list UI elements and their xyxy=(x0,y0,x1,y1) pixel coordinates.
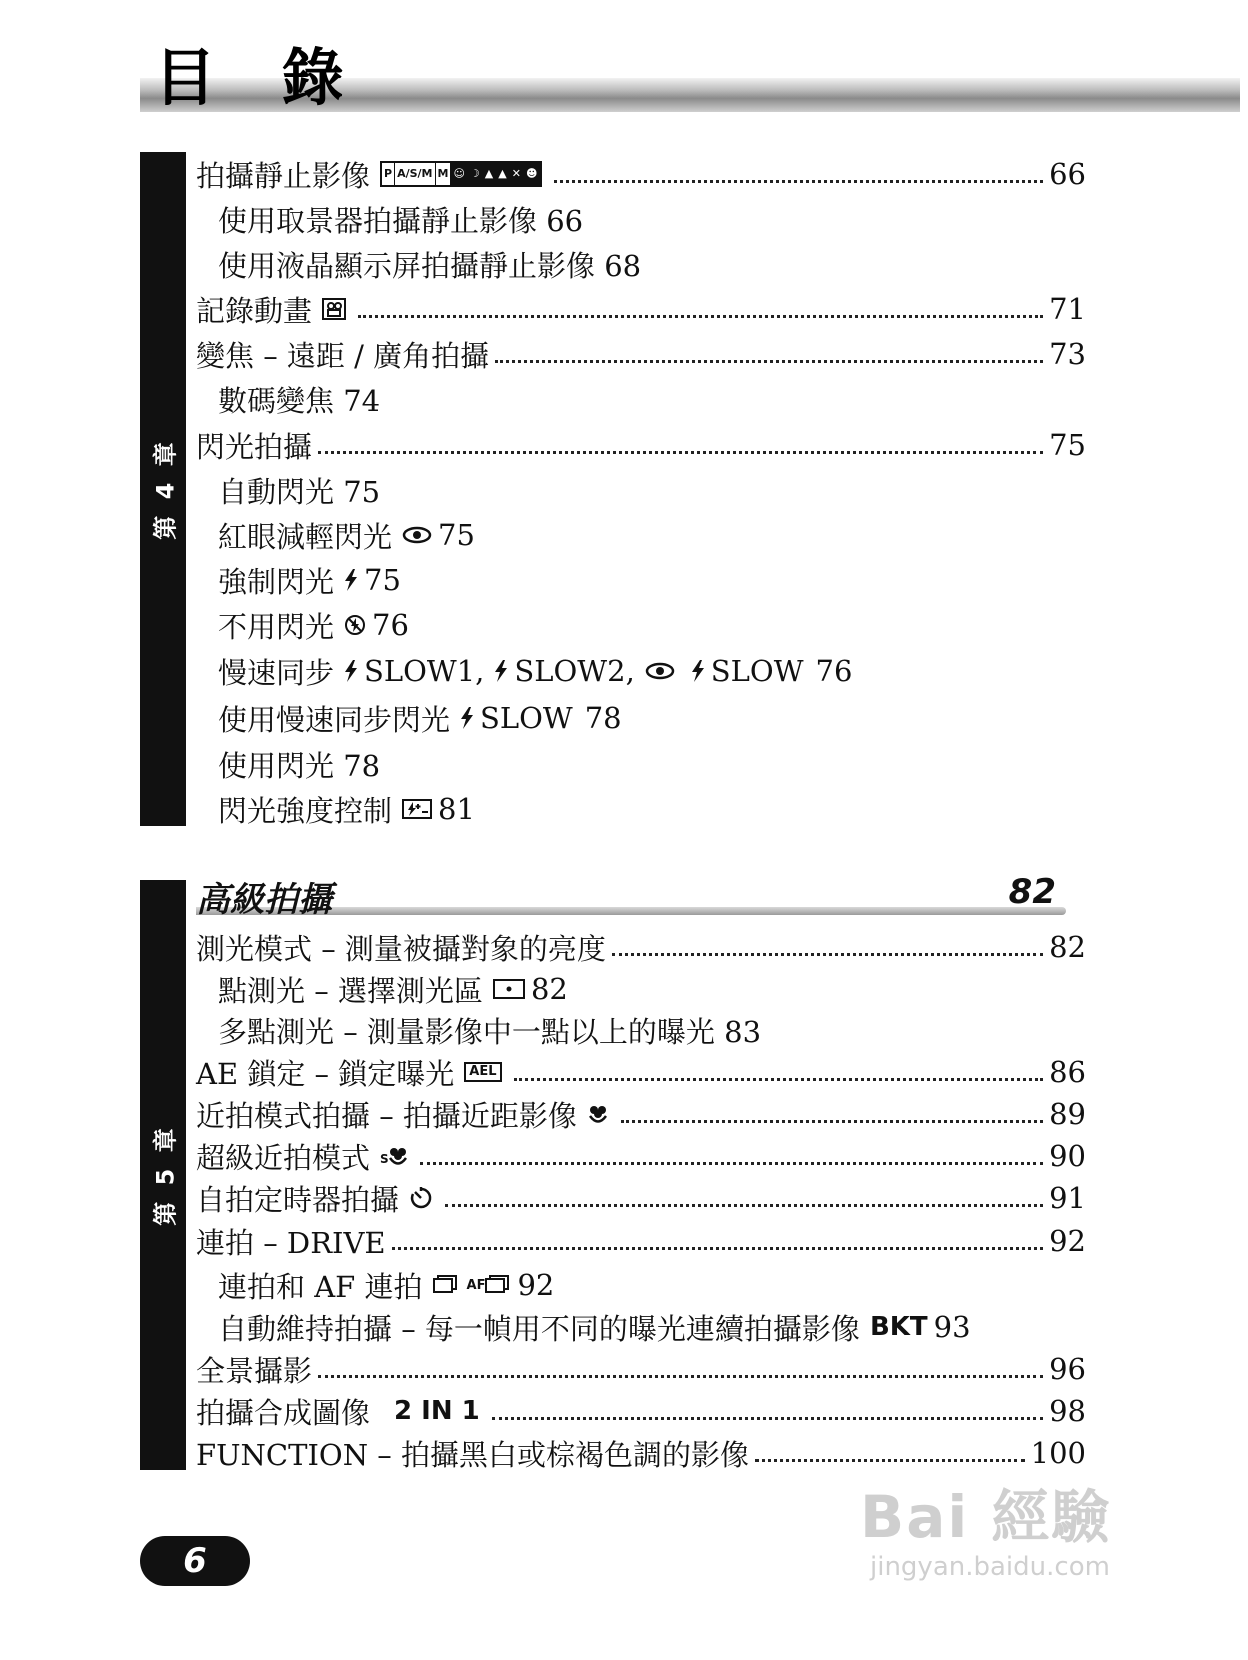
entry-title: 使用慢速同步閃光 xyxy=(218,702,451,737)
toc-entry[interactable] xyxy=(196,154,1086,194)
toc-entry[interactable] xyxy=(196,334,1086,374)
chapter-4-label: 第 4 章 xyxy=(151,438,180,540)
leader-dots xyxy=(358,314,1043,318)
page-header xyxy=(140,30,1240,125)
chapter-5-tab xyxy=(140,880,186,1470)
entry-title: 慢速同步 xyxy=(218,655,335,690)
toc-entry[interactable] xyxy=(196,1391,1086,1431)
toc-subentry[interactable] xyxy=(218,789,1086,829)
entry-page: 90 xyxy=(1049,1139,1086,1173)
entry-title: 使用取景器拍攝靜止影像 66 xyxy=(218,203,584,238)
leader-dots xyxy=(612,952,1043,956)
entry-title: 超級近拍模式 xyxy=(196,1140,371,1175)
night-mode-icon: ☽ xyxy=(468,163,483,185)
page-number-badge: 6 xyxy=(140,1536,250,1586)
flash-intensity-icon xyxy=(402,799,432,819)
flash-icon xyxy=(344,569,358,591)
toc-subentry[interactable] xyxy=(218,515,1086,555)
toc-subentry[interactable] xyxy=(218,244,1086,284)
entry-page: 76 xyxy=(815,654,853,688)
leader-dots xyxy=(318,1374,1043,1378)
spot-metering-icon xyxy=(493,979,525,999)
toc-entry[interactable] xyxy=(196,425,1086,465)
toc-entry[interactable] xyxy=(196,289,1086,329)
toc-subentry[interactable] xyxy=(218,969,1086,1009)
chapter-5-label: 第 5 章 xyxy=(151,1124,180,1226)
entry-page: 81 xyxy=(438,792,475,826)
super-macro-icon xyxy=(380,1145,408,1167)
entry-title: 閃光強度控制 xyxy=(218,793,393,828)
leader-dots xyxy=(318,450,1043,454)
chapter-4-tab xyxy=(140,152,186,826)
toc-subentry[interactable] xyxy=(218,651,1086,691)
toc-entry[interactable] xyxy=(196,1433,1086,1473)
landscape-portrait-icon: ▲ xyxy=(496,163,509,185)
macro-icon xyxy=(587,1103,609,1125)
toc-subentry[interactable] xyxy=(218,560,1086,600)
entry-title: 多點測光 – 測量影像中一點以上的曝光 83 xyxy=(218,1014,762,1049)
entry-page: 71 xyxy=(1049,292,1086,326)
sport-mode-icon: ✕ xyxy=(510,163,524,185)
entry-page: 92 xyxy=(1049,1224,1086,1258)
watermark xyxy=(840,1470,1140,1600)
entry-title: 使用閃光 78 xyxy=(218,748,381,783)
two-in-one-label: 2 IN 1 xyxy=(394,1396,480,1426)
slow2-label: SLOW2, xyxy=(514,654,635,688)
entry-title: 測光模式 – 測量被攝對象的亮度 xyxy=(196,931,606,966)
bkt-label: BKT xyxy=(869,1312,928,1342)
portrait-mode-icon: ☺ xyxy=(451,163,467,185)
toc-subentry[interactable] xyxy=(218,199,1086,239)
entry-title: 閃光拍攝 xyxy=(196,429,313,464)
entry-title: 變焦 – 遠距 / 廣角拍攝 xyxy=(196,338,490,373)
red-eye-icon xyxy=(402,526,432,544)
entry-title: FUNCTION – 拍攝黑白或棕褐色調的影像 xyxy=(196,1437,750,1472)
landscape-mode-icon: ▲ xyxy=(483,163,496,185)
entry-page: 91 xyxy=(1049,1181,1086,1215)
entry-page: 98 xyxy=(1049,1394,1086,1428)
toc-entry[interactable] xyxy=(196,1221,1086,1261)
red-eye-icon xyxy=(645,662,675,680)
leader-dots xyxy=(755,1458,1025,1462)
mode-asm-icon: A/S/M xyxy=(395,163,435,185)
leader-dots xyxy=(514,1077,1044,1081)
toc-entry[interactable] xyxy=(196,927,1086,967)
entry-page: 76 xyxy=(372,608,409,642)
entry-page: 75 xyxy=(438,518,475,552)
entry-page: 73 xyxy=(1049,337,1086,371)
entry-title: 數碼變焦 74 xyxy=(218,383,381,418)
entry-title: 點測光 – 選擇測光區 xyxy=(218,973,483,1008)
entry-title: 自拍定時器拍攝 xyxy=(196,1182,400,1217)
entry-title: 強制閃光 xyxy=(218,564,335,599)
slow-label: SLOW xyxy=(480,701,573,735)
mode-my-icon: M xyxy=(436,163,452,185)
entry-page: 89 xyxy=(1049,1097,1086,1131)
entry-title: AE 鎖定 – 鎖定曝光 xyxy=(196,1056,455,1091)
entry-page: 96 xyxy=(1049,1352,1086,1386)
toc-subentry[interactable] xyxy=(218,470,1086,510)
entry-page: 100 xyxy=(1030,1436,1086,1470)
entry-title: 連拍 – DRIVE xyxy=(196,1225,386,1260)
entry-title: 拍攝靜止影像 xyxy=(196,158,371,193)
entry-title: 近拍模式拍攝 – 拍攝近距影像 xyxy=(196,1098,577,1133)
leader-dots xyxy=(392,1246,1044,1250)
section-heading xyxy=(196,872,1066,922)
section-page: 82 xyxy=(1008,872,1056,912)
leader-dots xyxy=(420,1161,1043,1165)
mode-p-icon: P xyxy=(382,163,395,185)
toc-entry[interactable] xyxy=(196,1094,1086,1134)
leader-dots xyxy=(495,359,1043,363)
entry-page: 66 xyxy=(1049,157,1086,191)
entry-title: 不用閃光 xyxy=(218,609,335,644)
leader-dots xyxy=(554,179,1043,183)
self-timer-icon xyxy=(409,1186,433,1210)
toc-entry[interactable] xyxy=(196,1178,1086,1218)
section-title: 高級拍攝 xyxy=(196,880,332,920)
entry-title: 連拍和 AF 連拍 xyxy=(218,1269,423,1304)
slow-label: SLOW xyxy=(710,654,804,688)
movie-icon xyxy=(322,298,346,320)
sequential-shooting-icon xyxy=(433,1275,459,1295)
entry-title: 拍攝合成圖像 xyxy=(196,1395,371,1430)
watermark-url: jingyan.baidu.com xyxy=(870,1552,1110,1582)
toc-subentry[interactable] xyxy=(218,605,1086,645)
leader-dots xyxy=(621,1119,1043,1123)
toc-entry[interactable] xyxy=(196,1136,1086,1176)
toc-subentry[interactable] xyxy=(218,379,1086,419)
entry-page: 93 xyxy=(933,1310,971,1344)
flash-icon xyxy=(460,707,474,729)
toc-entry[interactable] xyxy=(196,1052,1086,1092)
flash-icon xyxy=(494,660,508,682)
flash-off-icon xyxy=(344,614,366,636)
slow1-label: SLOW1, xyxy=(364,654,485,688)
entry-title: 自動閃光 75 xyxy=(218,474,381,509)
svg-text:S: S xyxy=(380,1152,389,1166)
entry-page: 75 xyxy=(364,563,401,597)
shooting-modes-icon xyxy=(380,161,542,187)
watermark-brand: Bai 經驗 xyxy=(860,1483,1112,1551)
self-portrait-icon: ☻ xyxy=(524,163,540,185)
entry-title: 自動維持拍攝 – 每一幀用不同的曝光連續拍攝影像 xyxy=(218,1311,860,1346)
toc-subentry[interactable] xyxy=(218,1265,1086,1305)
toc-subentry[interactable] xyxy=(218,744,1086,784)
leader-dots xyxy=(492,1416,1043,1420)
af-sequential-icon: AF xyxy=(467,1275,512,1295)
entry-page: 78 xyxy=(584,701,622,735)
toc-subentry[interactable] xyxy=(218,698,1086,738)
entry-page: 75 xyxy=(1049,428,1086,462)
flash-icon xyxy=(691,660,705,682)
page-title: 目 錄 xyxy=(154,41,366,114)
toc-subentry[interactable] xyxy=(218,1307,1086,1347)
entry-title: 記錄動畫 xyxy=(196,293,313,328)
entry-page: 82 xyxy=(530,972,568,1006)
ael-icon: AEL xyxy=(464,1062,501,1082)
toc-subentry[interactable] xyxy=(218,1010,1086,1050)
entry-page: 86 xyxy=(1049,1055,1086,1089)
entry-title: 全景攝影 xyxy=(196,1353,313,1388)
entry-title: 紅眼減輕閃光 xyxy=(218,519,393,554)
entry-page: 92 xyxy=(517,1268,555,1302)
entry-page: 82 xyxy=(1049,930,1086,964)
flash-icon xyxy=(344,660,358,682)
leader-dots xyxy=(445,1203,1043,1207)
entry-title: 使用液晶顯示屏拍攝靜止影像 68 xyxy=(218,248,642,283)
toc-entry[interactable] xyxy=(196,1349,1086,1389)
